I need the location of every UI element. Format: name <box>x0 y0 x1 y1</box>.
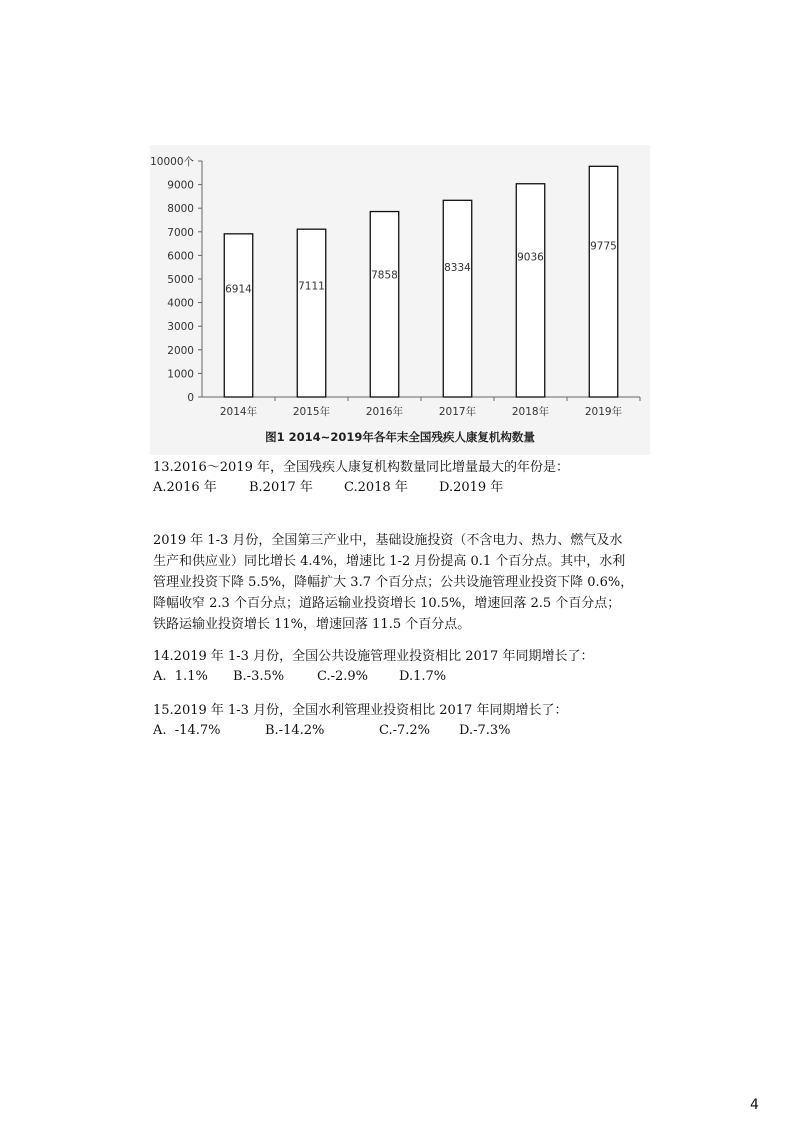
chart-svg <box>150 145 650 425</box>
data-label: 6914 <box>225 283 252 296</box>
page-number: 4 <box>750 1097 759 1113</box>
q14-option-d: D.1.7% <box>399 669 447 684</box>
data-label: 9036 <box>517 251 544 264</box>
q15-option-b: B.-14.2% <box>265 723 325 738</box>
chart-title: 图1 2014~2019年各年末全国残疾人康复机构数量 <box>265 430 535 444</box>
y-tick-label: 3000 <box>167 321 194 334</box>
data-label: 8334 <box>444 262 471 275</box>
y-tick-label: 10000个 <box>150 156 194 168</box>
data-label: 7111 <box>298 280 325 293</box>
q15-option-a: A. -14.7% <box>153 723 221 738</box>
x-tick-label: 2015年 <box>292 406 331 418</box>
y-tick-label: 9000 <box>167 179 194 192</box>
x-tick-label: 2018年 <box>511 406 550 418</box>
bar <box>516 184 544 397</box>
bar <box>370 212 398 397</box>
bar <box>297 229 325 397</box>
q14-option-b: B.-3.5% <box>233 669 285 684</box>
x-tick-label: 2017年 <box>438 406 477 418</box>
y-tick-label: 0 <box>187 392 194 404</box>
q13-option-b: B.2017 年 <box>249 480 313 495</box>
bar <box>589 166 617 397</box>
bar <box>443 200 471 397</box>
y-tick-label: 4000 <box>167 297 194 310</box>
y-tick-label: 2000 <box>167 344 194 357</box>
x-tick-label: 2014年 <box>219 406 258 418</box>
y-tick-label: 5000 <box>167 274 194 286</box>
y-tick-label: 7000 <box>167 226 194 239</box>
q15-option-c: C.-7.2% <box>379 723 431 738</box>
bar <box>224 234 252 397</box>
q14-stem: 14.2019 年 1-3 月份，全国公共设施管理业投资相比 2017 年同期增长了： <box>153 649 594 664</box>
x-tick-label: 2019年 <box>584 406 623 418</box>
q13-option-a: A.2016 年 <box>153 480 217 495</box>
q14-option-a: A. 1.1% <box>153 669 208 684</box>
passage-line-5: 铁路运输业投资增长 11%，增速回落 11.5 个百分点。 <box>153 617 471 632</box>
q15-stem: 15.2019 年 1-3 月份，全国水利管理业投资相比 2017 年同期增长了： <box>153 703 568 718</box>
x-tick-label: 2016年 <box>365 406 404 418</box>
bar-chart <box>150 145 650 455</box>
q15-option-d: D.-7.3% <box>459 723 511 738</box>
y-tick-label: 1000 <box>167 368 194 381</box>
y-tick-label: 8000 <box>167 203 194 216</box>
passage-line-1: 2019 年 1-3 月份，全国第三产业中，基础设施投资（不含电力、热力、燃气及水 <box>153 533 623 548</box>
data-label: 7858 <box>371 269 398 282</box>
y-tick-label: 6000 <box>167 250 194 263</box>
passage-line-2: 生产和供应业）同比增长 4.4%，增速比 1-2 月份提高 0.1 个百分点。其中，水利 <box>153 554 626 569</box>
q14-option-c: C.-2.9% <box>317 669 369 684</box>
q13-option-c: C.2018 年 <box>344 480 408 495</box>
passage-line-3: 管理业投资下降 5.5%，降幅扩大 3.7 个百分点；公共设施管理业投资下降 0.6%， <box>153 575 634 590</box>
q13-stem: 13.2016～2019 年，全国残疾人康复机构数量同比增量最大的年份是： <box>153 460 569 475</box>
q13-option-d: D.2019 年 <box>439 480 504 495</box>
data-label: 9775 <box>590 240 617 253</box>
passage-line-4: 降幅收窄 2.3 个百分点；道路运输业投资增长 10.5%，增速回落 2.5 个百分点； <box>153 596 621 611</box>
